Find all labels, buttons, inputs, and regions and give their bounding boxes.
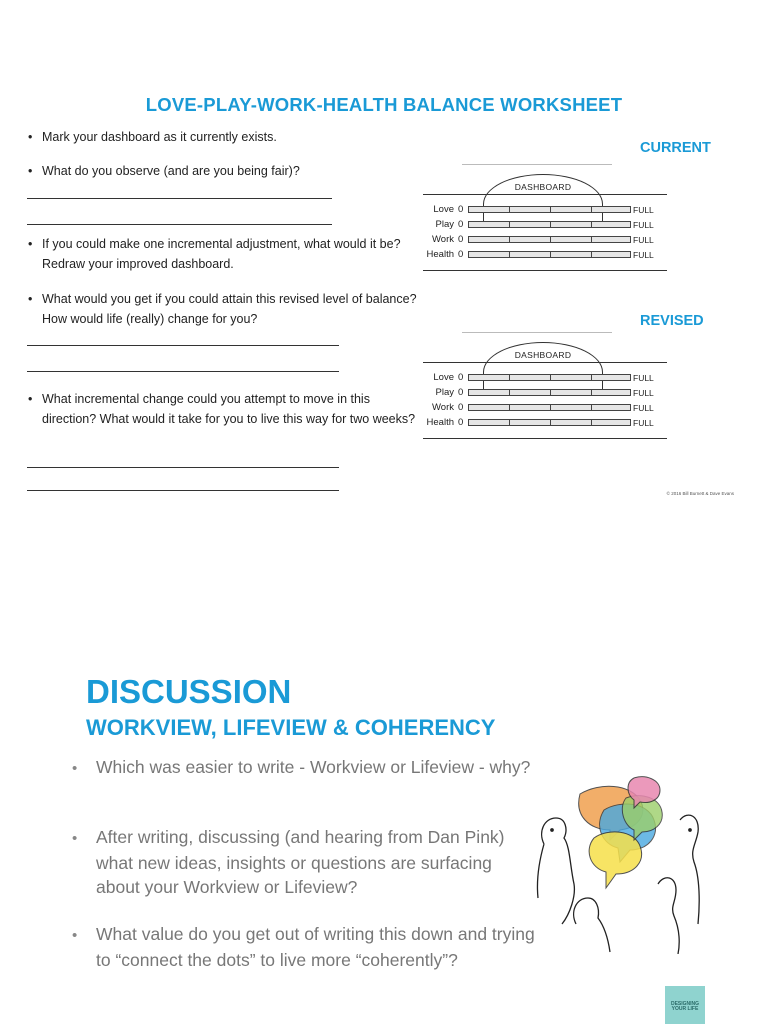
row-label: Health [426,249,454,260]
question-3 [28,234,422,274]
gauge-bar[interactable] [468,419,631,426]
row-max: FULL [633,235,654,245]
bullet: • [72,927,78,944]
revised-label: REVISED [640,313,704,329]
discussion-item-2 [72,825,536,899]
row-max: FULL [633,373,654,383]
question-text: What incremental change could you attempt to move in this direction? What would it take for you to live this way for two weeks? [42,392,416,426]
question-4 [28,289,422,329]
bullet: • [72,760,78,777]
row-min: 0 [458,234,464,245]
gauge-bar[interactable] [468,389,631,396]
copyright-notice: © 2016 Bill Burnett & Dave Evans [666,491,734,496]
divider [462,332,612,333]
row-max: FULL [633,220,654,230]
person-left-outline [537,818,574,924]
bullet: • [28,292,33,306]
discussion-item-1 [72,755,536,781]
dashboard-row-work[interactable] [420,402,670,414]
eye [551,829,553,831]
row-max: FULL [633,403,654,413]
gauge-bar[interactable] [468,404,631,411]
row-min: 0 [458,372,464,383]
answer-line[interactable] [27,467,339,468]
gauge-bar[interactable] [468,251,631,258]
row-label: Health [426,417,454,428]
row-min: 0 [458,387,464,398]
row-min: 0 [458,204,464,215]
answer-line[interactable] [27,490,339,491]
question-text: What would you get if you could attain this revised level of balance? How would life (really) change for you? [42,292,417,326]
discussion-text: What value do you get out of writing this down and trying to “connect the dots” to live more “coherently”? [96,924,535,970]
eye [689,829,691,831]
dashboard-row-love[interactable] [420,372,670,384]
discussion-subtitle: WORKVIEW, LIFEVIEW & COHERENCY [86,715,496,740]
row-label: Play [435,387,454,398]
dashboard-row-health[interactable] [420,249,670,261]
question-text: Mark your dashboard as it currently exists. [42,130,277,144]
answer-line[interactable] [27,345,339,346]
dashboard-row-love[interactable] [420,204,670,216]
discussion-title: DISCUSSION [86,673,292,710]
row-label: Love [433,372,454,383]
dashboard-row-play[interactable] [420,387,670,399]
dashboard-row-health[interactable] [420,417,670,429]
answer-line[interactable] [27,371,339,372]
bullet: • [28,130,33,144]
question-5 [28,389,422,429]
dashboard-title: DASHBOARD [514,182,572,192]
bullet: • [28,237,33,251]
row-label: Love [433,204,454,215]
answer-line[interactable] [27,198,332,199]
row-max: FULL [633,388,654,398]
question-text: What do you observe (and are you being fair)? [42,164,300,178]
discussion-text: Which was easier to write - Workview or Lifeview - why? [96,757,531,777]
gauge-bar[interactable] [468,236,631,243]
worksheet-title: LOVE-PLAY-WORK-HEALTH BALANCE WORKSHEET [145,94,623,115]
question-text: If you could make one incremental adjustment, what would it be? Redraw your improved dashboard. [42,237,401,271]
row-max: FULL [633,205,654,215]
dashboard-row-work[interactable] [420,234,670,246]
bullet: • [72,830,78,847]
bullet: • [28,392,33,406]
person-right2-outline [658,878,679,954]
row-max: FULL [633,250,654,260]
current-label: CURRENT [640,140,711,156]
divider [462,164,612,165]
bullet: • [28,164,33,178]
discussion-slide [0,512,768,1024]
gauge-bar[interactable] [468,374,631,381]
gauge-bar[interactable] [468,206,631,213]
divider [423,270,667,271]
discussion-text: After writing, discussing (and hearing from Dan Pink) what new ideas, insights or questions are surfacing about your Workview or Lifeview? [96,827,505,897]
divider [423,362,667,363]
question-2 [28,161,422,181]
gauge-bar[interactable] [468,221,631,228]
discussion-item-3 [72,922,536,972]
logo-text: DESIGNING YOUR LIFE [670,1001,700,1012]
dashboard-title: DASHBOARD [514,350,572,360]
person-bottom-outline [574,898,610,952]
row-min: 0 [458,249,464,260]
revised-dashboard[interactable] [420,332,670,452]
designing-your-life-logo [665,986,705,1024]
dashboard-row-play[interactable] [420,219,670,231]
divider [423,194,667,195]
question-1 [28,127,422,147]
row-min: 0 [458,219,464,230]
row-label: Work [432,234,454,245]
current-dashboard[interactable] [420,164,670,284]
row-max: FULL [633,418,654,428]
row-label: Play [435,219,454,230]
divider [423,438,667,439]
row-min: 0 [458,402,464,413]
row-min: 0 [458,417,464,428]
answer-line[interactable] [27,224,332,225]
people-speech-bubbles-illustration [530,774,705,954]
row-label: Work [432,402,454,413]
